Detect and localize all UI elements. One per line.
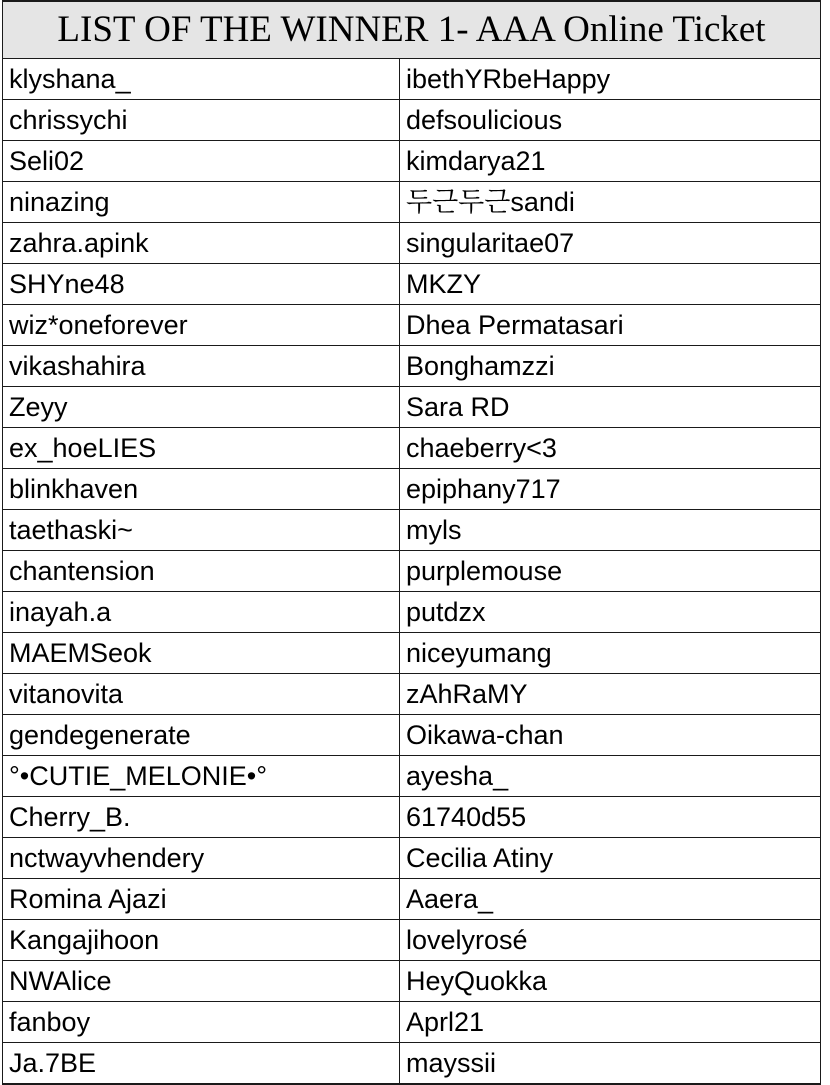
winner-cell-left[interactable]: ex_hoeLIES (3, 428, 400, 469)
winner-cell-left[interactable]: gendegenerate (3, 715, 400, 756)
winner-cell-left[interactable]: °•CUTIE_MELONIE•° (3, 756, 400, 797)
winner-cell-right[interactable]: epiphany717 (400, 469, 821, 510)
table-row (3, 756, 821, 797)
table-row (3, 715, 821, 756)
winner-cell-right[interactable]: Bonghamzzi (400, 346, 821, 387)
winner-cell-right[interactable]: Cecilia Atiny (400, 838, 821, 879)
winner-cell-right[interactable]: MKZY (400, 264, 821, 305)
table-row (3, 879, 821, 920)
winner-cell-right[interactable]: mayssii (400, 1043, 821, 1085)
winner-cell-left[interactable]: chantension (3, 551, 400, 592)
winner-cell-right[interactable]: putdzx (400, 592, 821, 633)
winner-cell-left[interactable]: vitanovita (3, 674, 400, 715)
table-row (3, 59, 821, 100)
winner-cell-left[interactable]: wiz*oneforever (3, 305, 400, 346)
table-row (3, 182, 821, 223)
sheet-title[interactable]: LIST OF THE WINNER 1- AAA Online Ticket (3, 1, 821, 59)
table-row (3, 592, 821, 633)
winner-cell-right[interactable]: Sara RD (400, 387, 821, 428)
winner-cell-left[interactable]: blinkhaven (3, 469, 400, 510)
table-row (3, 961, 821, 1002)
winner-cell-right[interactable]: niceyumang (400, 633, 821, 674)
sheet-right-margin (822, 0, 830, 1066)
table-row (3, 510, 821, 551)
winner-cell-left[interactable]: Ja.7BE (3, 1043, 400, 1085)
winner-cell-right[interactable]: Dhea Permatasari (400, 305, 821, 346)
winner-cell-left[interactable]: chrissychi (3, 100, 400, 141)
winner-cell-right[interactable]: defsoulicious (400, 100, 821, 141)
table-row (3, 264, 821, 305)
winner-cell-right[interactable]: kimdarya21 (400, 141, 821, 182)
winner-cell-left[interactable]: NWAlice (3, 961, 400, 1002)
table-row (3, 428, 821, 469)
table-row (3, 305, 821, 346)
winner-cell-right[interactable]: Oikawa-chan (400, 715, 821, 756)
winner-cell-right[interactable]: 61740d55 (400, 797, 821, 838)
winner-cell-left[interactable]: vikashahira (3, 346, 400, 387)
winner-cell-left[interactable]: taethaski~ (3, 510, 400, 551)
winner-cell-right[interactable]: myls (400, 510, 821, 551)
winner-cell-right[interactable]: chaeberry<3 (400, 428, 821, 469)
winner-cell-left[interactable]: fanboy (3, 1002, 400, 1043)
winner-cell-right[interactable]: purplemouse (400, 551, 821, 592)
winner-cell-left[interactable]: Kangajihoon (3, 920, 400, 961)
winner-cell-right[interactable]: HeyQuokka (400, 961, 821, 1002)
table-row (3, 387, 821, 428)
table-row (3, 920, 821, 961)
winner-cell-right[interactable]: zAhRaMY (400, 674, 821, 715)
winner-cell-left[interactable]: Seli02 (3, 141, 400, 182)
table-row (3, 1002, 821, 1043)
table-row (3, 346, 821, 387)
table-row (3, 141, 821, 182)
table-row (3, 674, 821, 715)
winner-cell-right[interactable]: ayesha_ (400, 756, 821, 797)
winner-cell-right[interactable]: ibethYRbeHappy (400, 59, 821, 100)
winner-cell-right[interactable]: lovelyrosé (400, 920, 821, 961)
table-row (3, 223, 821, 264)
winner-cell-left[interactable]: Romina Ajazi (3, 879, 400, 920)
winner-cell-left[interactable]: SHYne48 (3, 264, 400, 305)
winner-cell-left[interactable]: zahra.apink (3, 223, 400, 264)
winner-cell-left[interactable]: Zeyy (3, 387, 400, 428)
winner-cell-right[interactable]: Aaera_ (400, 879, 821, 920)
table-row (3, 633, 821, 674)
table-row (3, 469, 821, 510)
winner-table (2, 0, 821, 1085)
table-row (3, 1043, 821, 1085)
winner-cell-right[interactable]: Aprl21 (400, 1002, 821, 1043)
winner-cell-left[interactable]: inayah.a (3, 592, 400, 633)
winner-cell-left[interactable]: klyshana_ (3, 59, 400, 100)
table-row (3, 838, 821, 879)
title-row (3, 1, 821, 59)
winner-cell-left[interactable]: ninazing (3, 182, 400, 223)
winner-cell-right[interactable]: 두근두근sandi (400, 182, 821, 223)
winner-cell-right[interactable]: singularitae07 (400, 223, 821, 264)
table-row (3, 100, 821, 141)
winner-cell-left[interactable]: nctwayvhendery (3, 838, 400, 879)
winner-cell-left[interactable]: Cherry_B. (3, 797, 400, 838)
table-row (3, 797, 821, 838)
table-row (3, 551, 821, 592)
winner-cell-left[interactable]: MAEMSeok (3, 633, 400, 674)
